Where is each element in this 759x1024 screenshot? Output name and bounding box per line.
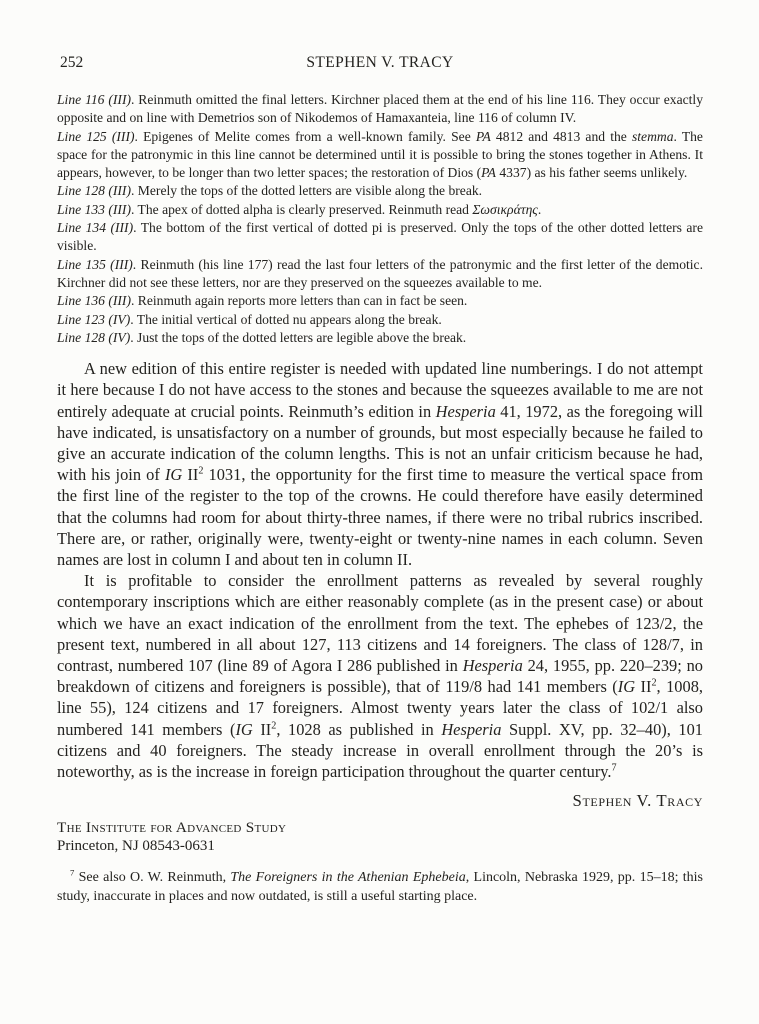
apparatus-note: Line 128 (IV). Just the tops of the dotted letters are legible above the break. [57,329,467,345]
page-header [57,54,703,72]
apparatus-note: Line 135 (III). Reinmuth (his line 177) read the last four letters of the patronymic and the first letter of the demotic. Kirchner did not see these letters, nor are they preserved on the squeezes available to me. [57,256,703,290]
apparatus-note: Line 136 (III). Reinmuth again reports more letters than can in fact be seen. [57,293,468,309]
apparatus-note: Line 133 (III). The apex of dotted alpha is clearly preserved. Reinmuth read Σωσικράτης. [57,201,542,217]
apparatus-note: Line 134 (III). The bottom of the first vertical of dotted pi is preserved. Only the tops of the other dotted letters are visible. [57,220,703,254]
affiliation-institution: The Institute for Advanced Study [57,819,287,837]
page-number: 252 [60,54,84,71]
apparatus-note: Line 125 (III). Epigenes of Melite comes from a well-known family. See PA 4812 and 4813 and the stemma. The space for the patronymic in this line cannot be determined until it is possible to bring the stones together in Athens. It appears, however, to be longer than two letter spaces; the restoration of Dios (PA 4337) as his father seems unlikely. [57,128,703,181]
body-text-section [57,358,703,782]
apparatus-note: Line 116 (III). Reinmuth omitted the final letters. Kirchner placed them at the end of his line 116. They occur exactly opposite and on line with Demetrios son of Nikodemos of Hamaxanteia, line 116 of column IV. [57,92,703,126]
footnote: $^7$ See also O. W. Reinmuth, The Foreigners in the Athenian Ephebeia, Lincoln, Nebraska 1929, pp. 15–18; this study, inaccurate in places and now outdated, is still a useful starting place. [57,867,704,904]
apparatus-note: Line 123 (IV). The initial vertical of dotted nu appears along the break. [57,311,442,327]
body-paragraph: It is profitable to consider the enrollment patterns as revealed by several roughly contemporary inscriptions which are either reasonably complete (as in the present case) or about which we have an exact indication of the enrollment from the text. The ephebes of 123/2, the present text, numbered in all about 127, 113 citizens and 14 foreigners. The class of 128/7, in contrast, numbered 107 (line 89 of Agora I 286 published in Hesperia 24, 1955, pp. 220–239; no breakdown of citizens and foreigners is possible), that of 119/8 had 141 members (IG $II^2$, 1008, line 55), 124 citizens and 17 foreigners. Almost twenty years later the class of 102/1 also numbered 141 members (IG $II^2$, 1028 as published in Hesperia Suppl. XV, pp. 32–40), 101 citizens and 40 foreigners. The steady increase in overall enrollment through the 20’s is noteworthy, as is the increase in foreign participation throughout the quarter century.$^7$ [57,571,703,782]
affiliation-block [57,819,703,855]
author-signature: Stephen V. Tracy [572,791,703,811]
apparatus-notes-section [57,91,703,347]
body-paragraph: A new edition of this entire register is needed with updated line numberings. I do not attempt it here because I do not have access to the stones and because the squeezes available to me are not entirely adequate at crucial points. Reinmuth’s edition in Hesperia 41, 1972, as the foregoing will have indicated, is unsatisfactory on a number of grounds, but most especially because he failed to give an accurate indication of the column lengths. This is not an unfair criticism because he had, with his join of IG $II^2$ 1031, the opportunity for the first time to measure the vertical space from the first line of the register to the top of the crowns. He could therefore have easily determined that the columns had room for about thirty-three names, if there were no tribal rubrics inscribed. There are, or rather, originally were, twenty-eight or twenty-nine names in each column. Seven names are lost in column I and about ten in column II. [57,359,704,569]
apparatus-note: Line 128 (III). Merely the tops of the dotted letters are visible along the break. [57,183,483,199]
running-head: STEPHEN V. TRACY [306,54,454,71]
affiliation-address: Princeton, NJ 08543-0631 [57,838,215,855]
